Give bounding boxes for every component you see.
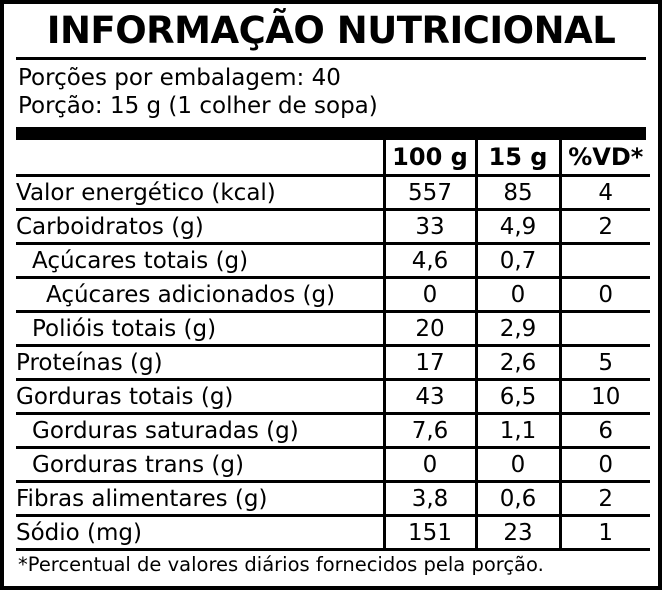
value-vd: 0 [560, 448, 650, 482]
table-row [16, 210, 650, 244]
table-row [16, 448, 650, 482]
nutrition-table-body [16, 176, 650, 550]
footnote: *Percentual de valores diários fornecidos pela porção. [18, 553, 544, 577]
value-vd: 2 [560, 210, 650, 244]
value-per-100g: 0 [384, 448, 476, 482]
value-per-100g: 20 [384, 312, 476, 346]
section-divider-thick [16, 127, 646, 140]
table-row [16, 176, 650, 210]
value-vd [560, 312, 650, 346]
value-per-100g: 151 [384, 516, 476, 550]
serving-size: Porção: 15 g (1 colher de sopa) [18, 92, 378, 119]
value-vd: 5 [560, 346, 650, 380]
value-per-serving: 0,7 [476, 244, 560, 278]
value-per-100g: 0 [384, 278, 476, 312]
value-per-100g: 17 [384, 346, 476, 380]
value-per-serving: 85 [476, 176, 560, 210]
value-per-100g: 4,6 [384, 244, 476, 278]
nutrient-name: Gorduras totais (g) [16, 380, 384, 414]
value-vd: 6 [560, 414, 650, 448]
servings-per-package: Porções por embalagem: 40 [18, 64, 341, 91]
table-header-row [16, 140, 650, 176]
table-row [16, 244, 650, 278]
value-per-serving: 6,5 [476, 380, 560, 414]
value-vd: 1 [560, 516, 650, 550]
nutrient-name: Sódio (mg) [16, 516, 384, 550]
value-per-serving: 23 [476, 516, 560, 550]
column-header-vd: %VD* [560, 140, 650, 176]
nutrient-name: Polióis totais (g) [16, 312, 384, 346]
table-row [16, 414, 650, 448]
value-vd: 2 [560, 482, 650, 516]
value-per-serving: 2,6 [476, 346, 560, 380]
table-row [16, 380, 650, 414]
value-per-100g: 33 [384, 210, 476, 244]
page-title: INFORMAÇÃO NUTRICIONAL [46, 9, 616, 52]
nutrient-name: Gorduras trans (g) [16, 448, 384, 482]
value-per-serving: 4,9 [476, 210, 560, 244]
column-header-nutrient [16, 140, 384, 176]
value-per-serving: 1,1 [476, 414, 560, 448]
nutrient-name: Carboidratos (g) [16, 210, 384, 244]
nutrient-name: Açúcares totais (g) [16, 244, 384, 278]
value-vd: 4 [560, 176, 650, 210]
value-vd: 0 [560, 278, 650, 312]
serving-info [16, 60, 646, 123]
nutrient-name: Proteínas (g) [16, 346, 384, 380]
column-header-per-100g: 100 g [384, 140, 476, 176]
value-per-serving: 0,6 [476, 482, 560, 516]
table-row [16, 278, 650, 312]
nutrition-table [16, 140, 650, 552]
value-per-100g: 43 [384, 380, 476, 414]
value-vd [560, 244, 650, 278]
value-per-serving: 0 [476, 448, 560, 482]
value-per-100g: 3,8 [384, 482, 476, 516]
nutrient-name: Valor energético (kcal) [16, 176, 384, 210]
nutrient-name: Açúcares adicionados (g) [16, 278, 384, 312]
value-per-serving: 2,9 [476, 312, 560, 346]
table-row [16, 516, 650, 550]
value-per-serving: 0 [476, 278, 560, 312]
column-header-per-serving: 15 g [476, 140, 560, 176]
table-row [16, 482, 650, 516]
value-per-100g: 557 [384, 176, 476, 210]
nutrient-name: Fibras alimentares (g) [16, 482, 384, 516]
nutrient-name: Gorduras saturadas (g) [16, 414, 384, 448]
value-per-100g: 7,6 [384, 414, 476, 448]
table-row [16, 346, 650, 380]
value-vd: 10 [560, 380, 650, 414]
table-row [16, 312, 650, 346]
